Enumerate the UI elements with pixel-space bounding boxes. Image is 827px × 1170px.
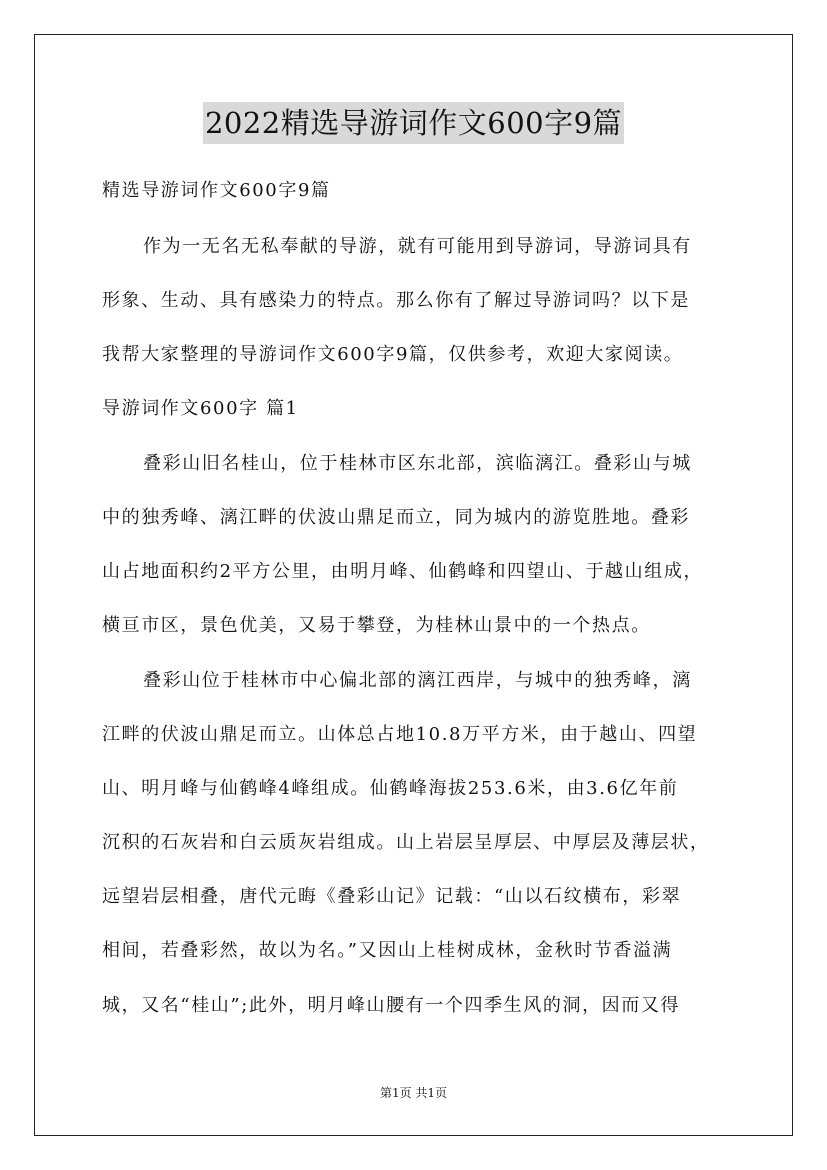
paragraph-line: 山、明月峰与仙鹤峰4峰组成。仙鹤峰海拔253.6米，由3.6亿年前	[102, 778, 679, 799]
section-heading: 导游词作文600字 篇1	[102, 398, 299, 419]
document-title: 2022精选导游词作文600字9篇	[203, 102, 624, 144]
paragraph-line: 相间，若叠彩然，故以为名。”又因山上桂树成林，金秋时节香溢满	[102, 940, 673, 961]
paragraph-line: 沉积的石灰岩和白云质灰岩组成。山上岩层呈厚层、中厚层及薄层状，	[102, 832, 710, 853]
paragraph-line: 中的独秀峰、漓江畔的伏波山鼎足而立，同为城内的游览胜地。叠彩	[102, 507, 690, 528]
paragraph-line: 形象、生动、具有感染力的特点。那么你有了解过导游词吗？以下是	[102, 290, 690, 311]
paragraph-line: 江畔的伏波山鼎足而立。山体总占地10.8万平方米，由于越山、四望	[102, 724, 698, 745]
paragraph-line: 叠彩山旧名桂山，位于桂林市区东北部，滨临漓江。叠彩山与城	[143, 453, 692, 474]
page-footer: 第1页 共1页	[379, 1086, 448, 1100]
paragraph-line: 我帮大家整理的导游词作文600字9篇，仅供参考，欢迎大家阅读。	[102, 344, 684, 365]
paragraph-line: 山占地面积约2平方公里，由明月峰、仙鹤峰和四望山、于越山组成，	[102, 561, 704, 582]
subtitle-line: 精选导游词作文600字9篇	[102, 180, 331, 201]
paragraph-line: 叠彩山位于桂林市中心偏北部的漓江西岸，与城中的独秀峰，漓	[143, 670, 692, 691]
paragraph-line: 横亘市区，景色优美，又易于攀登，为桂林山景中的一个热点。	[102, 615, 651, 636]
paragraph-line: 远望岩层相叠，唐代元晦《叠彩山记》记载：“山以石纹横布，彩翠	[102, 886, 682, 907]
title-container	[0, 102, 827, 144]
paragraph-line: 作为一无名无私奉献的导游，就有可能用到导游词，导游词具有	[143, 236, 692, 257]
paragraph-line: 城，又名“桂山”;此外，明月峰山腰有一个四季生风的洞，因而又得	[102, 995, 681, 1016]
